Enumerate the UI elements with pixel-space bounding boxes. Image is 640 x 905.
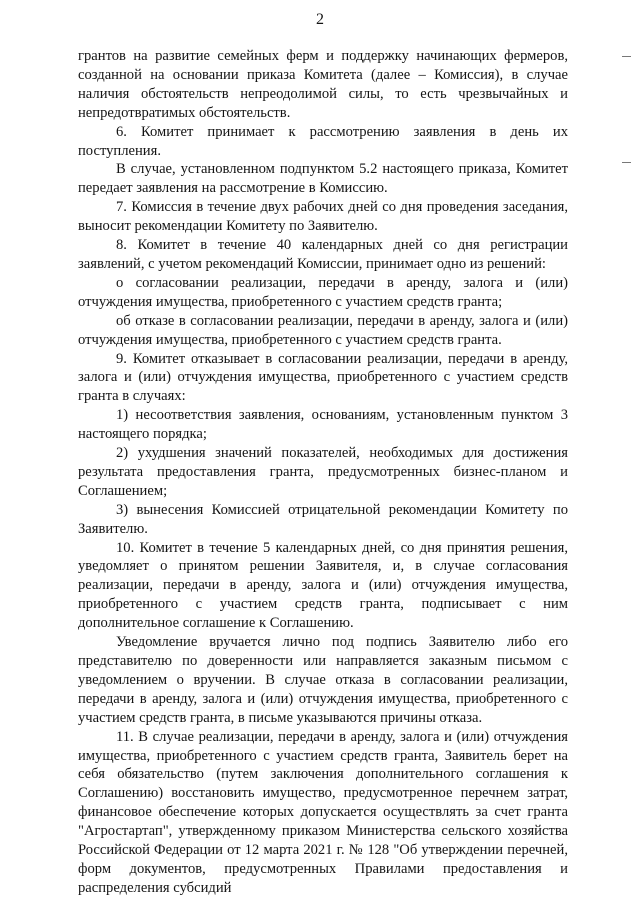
- document-body: [78, 47, 568, 898]
- paragraph-decision-refuse: об отказе в согласовании реализации, передачи в аренду, залога и (или) отчуждения имущества, приобретенного с участием средств гранта.: [78, 312, 568, 348]
- paragraph-item-6: 6. Комитет принимает к рассмотрению заявления в день их поступления.: [78, 123, 568, 159]
- page-number: 2: [316, 11, 324, 28]
- paragraph-item-11: 11. В случае реализации, передачи в аренду, залога и (или) отчуждения имущества, приобретенного с участием средств гранта, Заявитель берет на себя обязательство (путем заключения дополнительного соглашения к Соглашению) восстановить имущество, предусмотренное перечнем затрат, финансовое обеспечение которых допускается осуществлять за счет гранта "Агростартап", утвержденному приказом Министерства сельского хозяйства Российской Федерации от 12 марта 2021 г. № 128 "Об утверждении перечней, форм документов, предусмотренных Правилами предоставления и распределения субсидий: [78, 728, 568, 896]
- paragraph-refusal-reason-2: 2) ухудшения значений показателей, необходимых для достижения результата предоставления гранта, предусмотренных бизнес-планом и Соглашением;: [78, 445, 568, 499]
- paragraph-commission-definition: грантов на развитие семейных ферм и поддержку начинающих фермеров, созданной на основании приказа Комитета (далее – Комиссия), в случае наличия обстоятельств непреодолимой силы, то есть чрезвычайных и непредотвратимых обстоятельств.: [78, 48, 568, 121]
- paragraph-refusal-reason-1: 1) несоответствия заявления, основаниям, установленным пунктом 3 настоящего порядка;: [78, 407, 568, 443]
- paragraph-item-8: 8. Комитет в течение 40 календарных дней со дня регистрации заявлений, с учетом рекомендаций Комиссии, принимает одно из решений:: [78, 237, 568, 272]
- scan-margin-mark: [622, 162, 631, 163]
- paragraph-notification: Уведомление вручается лично под подпись Заявителю либо его представителю по доверенности или направляется заказным письмом с уведомлением о вручении. В случае отказа в согласовании реализации, передачи в аренду, залога и (или) отчуждения имущества, приобретенного с участием средств гранта, в письме указываются причины отказа.: [78, 634, 568, 726]
- scan-margin-mark: [622, 56, 631, 57]
- paragraph-item-9: 9. Комитет отказывает в согласовании реализации, передачи в аренду, залога и (или) отчуждения имущества, приобретенного с участием средств гранта в случаях:: [78, 350, 568, 405]
- paragraph-decision-approve: о согласовании реализации, передачи в аренду, залога и (или) отчуждения имущества, приобретенного с участием средств гранта;: [78, 274, 568, 310]
- paragraph-item-7: 7. Комиссия в течение двух рабочих дней со дня проведения заседания, выносит рекомендации Комитету по Заявителю.: [78, 199, 568, 235]
- paragraph-transfer-to-commission: В случае, установленном подпунктом 5.2 настоящего приказа, Комитет передает заявления на рассмотрение в Комиссию.: [78, 161, 568, 197]
- paragraph-refusal-reason-3: 3) вынесения Комиссией отрицательной рекомендации Комитету по Заявителю.: [78, 501, 568, 537]
- paragraph-item-10: 10. Комитет в течение 5 календарных дней, со дня принятия решения, уведомляет о принятом решении Заявителя, и, в случае согласования реализации, передачи в аренду, залога и (или) отчуждения имущества, приобретенного с участием средств гранта, подписывает с ним дополнительное соглашение к Соглашению.: [78, 539, 568, 632]
